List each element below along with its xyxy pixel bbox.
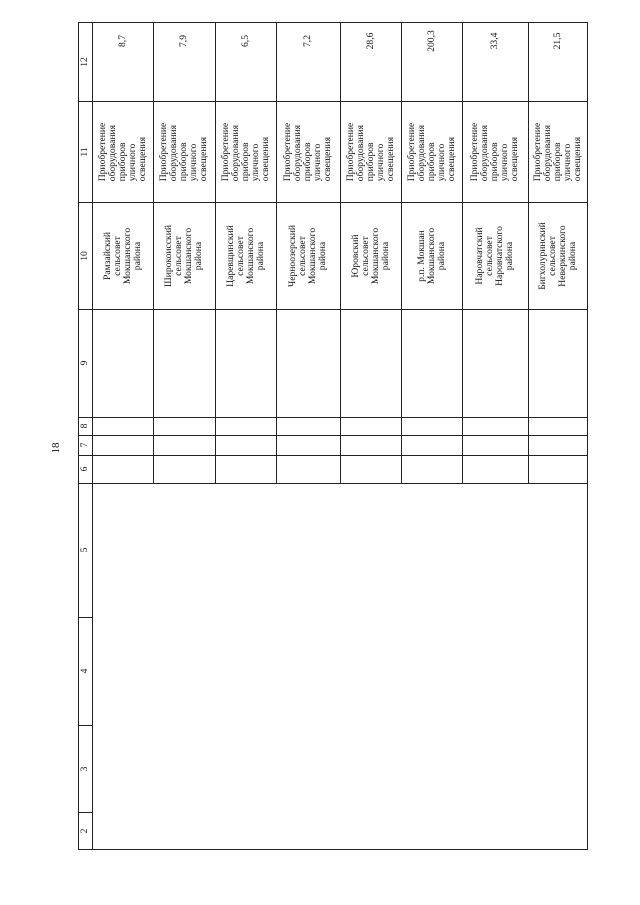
column-header-label: 12 xyxy=(79,56,90,67)
purpose-cell-text: Приобретение оборудования приборов уличного освещения xyxy=(219,122,271,181)
municipality-cell xyxy=(401,202,462,309)
column-header xyxy=(78,435,92,455)
municipality-cell-text: Юровский сельсовет Мокшанского района xyxy=(349,227,391,284)
purpose-cell-text: Приобретение оборудования приборов уличного освещения xyxy=(158,122,209,181)
amount-cell-text: 33,4 xyxy=(489,32,500,50)
column-separator xyxy=(78,417,588,418)
column-header-label: 7 xyxy=(79,442,90,448)
purpose-cell-text: Приобретение оборудования приборов уличного освещения xyxy=(344,122,396,181)
column-header xyxy=(78,22,92,101)
purpose-cell xyxy=(528,101,588,202)
column-header-label: 6 xyxy=(79,466,90,472)
column-header xyxy=(78,812,92,850)
column-header-label: 3 xyxy=(79,766,90,771)
municipality-cell xyxy=(215,202,276,309)
amount-cell xyxy=(401,22,462,101)
amount-cell-text: 7,2 xyxy=(302,35,313,47)
municipality-cell xyxy=(462,202,528,309)
column-header-label: 5 xyxy=(79,547,90,553)
amount-cell xyxy=(340,22,401,101)
column-header-label: 4 xyxy=(79,668,90,674)
amount-cell xyxy=(528,22,588,101)
page-number: 18 xyxy=(50,442,62,454)
rotated-table xyxy=(78,22,588,850)
purpose-cell-text: Приобретение оборудования приборов уличного освещения xyxy=(96,122,148,181)
municipality-cell xyxy=(92,202,153,309)
purpose-cell xyxy=(401,101,462,202)
municipality-cell xyxy=(528,202,588,309)
purpose-cell-text: Приобретение оборудования приборов уличного освещения xyxy=(405,122,457,181)
amount-cell-text: 8,7 xyxy=(116,35,128,47)
amount-cell-text: 28,6 xyxy=(364,32,376,50)
municipality-cell-text: Широкоисский сельсовет Мокшанского района xyxy=(163,224,204,287)
column-header-label: 9 xyxy=(79,360,90,366)
column-header-label: 2 xyxy=(79,828,90,834)
column-header xyxy=(78,455,92,483)
municipality-cell xyxy=(340,202,401,309)
column-header xyxy=(78,725,92,812)
purpose-cell xyxy=(153,101,215,202)
amount-cell xyxy=(462,22,528,101)
column-header-label: 10 xyxy=(79,250,90,261)
column-header-label: 11 xyxy=(79,146,90,157)
amount-cell-text: 7,9 xyxy=(178,35,189,47)
purpose-cell xyxy=(92,101,153,202)
column-header xyxy=(78,617,92,725)
amount-cell xyxy=(153,22,215,101)
purpose-cell-text: Приобретение оборудования приборов уличного освещения xyxy=(469,122,520,181)
column-header xyxy=(78,101,92,202)
column-separator xyxy=(78,309,588,310)
purpose-cell-text: Приобретение оборудования приборов уличного освещения xyxy=(532,122,583,181)
purpose-cell xyxy=(276,101,340,202)
municipality-cell-text: Черноозерский сельсовет Мокшанского района xyxy=(287,224,328,287)
purpose-cell xyxy=(215,101,276,202)
table-border-bottom xyxy=(78,849,588,850)
amount-cell-text: 200,3 xyxy=(425,30,437,52)
column-header xyxy=(78,202,92,309)
purpose-cell xyxy=(340,101,401,202)
amount-cell-text: 6,5 xyxy=(239,35,251,47)
municipality-cell-text: Рамзайский сельсовет Мокшанского района xyxy=(101,227,143,284)
amount-cell-text: 21,5 xyxy=(552,32,563,50)
amount-cell xyxy=(215,22,276,101)
column-header xyxy=(78,309,92,417)
municipality-cell xyxy=(153,202,215,309)
column-header xyxy=(78,483,92,617)
municipality-cell-text: Царевщинский сельсовет Мокшанского района xyxy=(224,224,266,287)
amount-cell xyxy=(276,22,340,101)
municipality-cell-text: Наровчатский сельсовет Наровчатского района xyxy=(474,225,515,286)
purpose-cell xyxy=(462,101,528,202)
amount-cell xyxy=(92,22,153,101)
municipality-cell-text: Бигхолуринский сельсовет Неверкинского района xyxy=(537,221,578,290)
column-separator xyxy=(78,435,588,436)
municipality-cell-text: р.п. Мокшан Мокшанского района xyxy=(415,227,447,284)
municipality-cell xyxy=(276,202,340,309)
column-separator xyxy=(78,455,588,456)
column-separator xyxy=(78,483,588,484)
purpose-cell-text: Приобретение оборудования приборов уличного освещения xyxy=(282,122,333,181)
column-header-label: 8 xyxy=(79,423,90,429)
